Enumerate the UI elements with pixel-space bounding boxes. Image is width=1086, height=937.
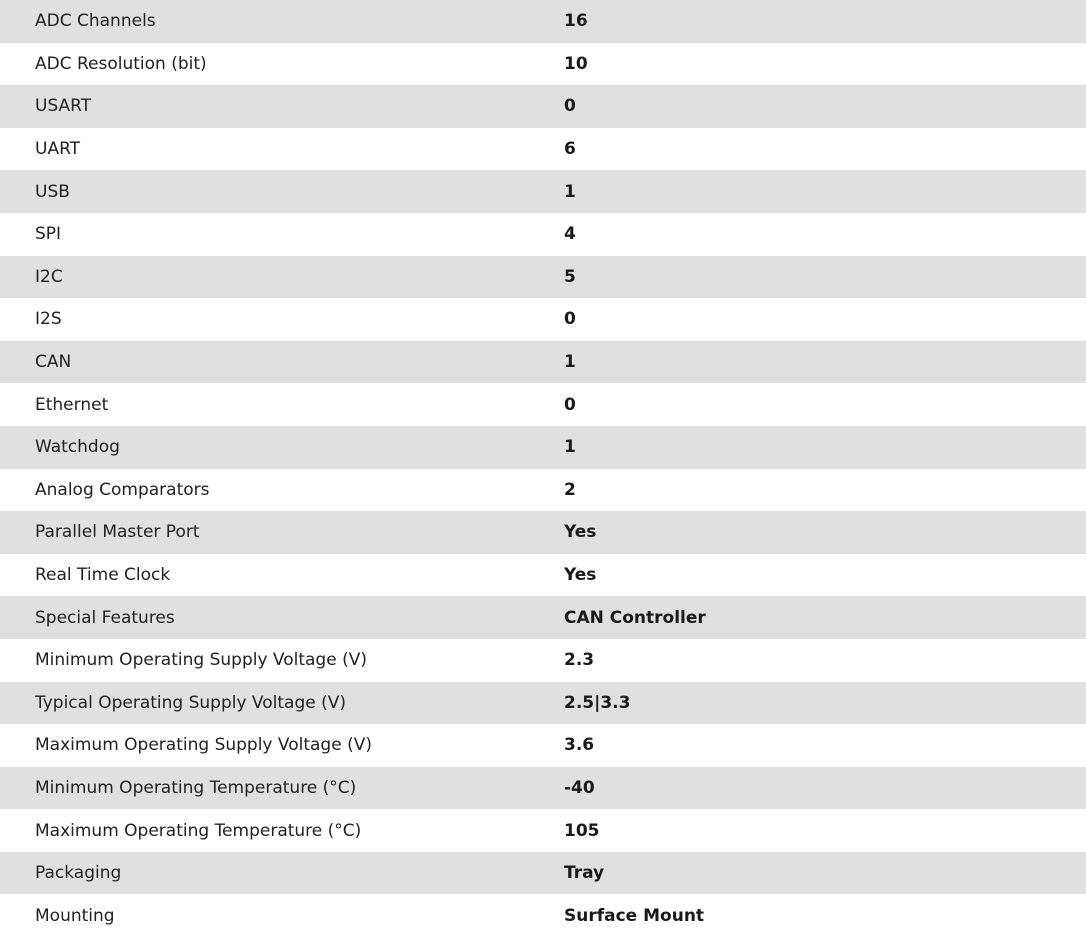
spec-row-watchdog	[0, 426, 1086, 469]
spec-label: USART	[35, 96, 92, 117]
spec-value: 5	[564, 266, 576, 287]
spec-value: 0	[564, 96, 576, 117]
spec-value: 0	[564, 309, 576, 330]
spec-label: Special Features	[35, 607, 175, 628]
spec-row-can	[0, 341, 1086, 384]
spec-value: 2.3	[564, 650, 595, 671]
spec-row-usb	[0, 170, 1086, 213]
spec-value: -40	[564, 777, 595, 798]
spec-row-max-temperature	[0, 809, 1086, 852]
spec-label: UART	[35, 139, 81, 160]
spec-value: Yes	[564, 565, 597, 586]
spec-label: Minimum Operating Supply Voltage (V)	[35, 650, 367, 671]
spec-label: Maximum Operating Temperature (°C)	[35, 820, 362, 841]
spec-row-min-supply-voltage	[0, 639, 1086, 682]
spec-value: Tray	[564, 863, 605, 884]
spec-row-real-time-clock	[0, 554, 1086, 597]
spec-value: 2.5|3.3	[564, 692, 631, 713]
spec-value: Surface Mount	[564, 905, 705, 926]
spec-value: 16	[564, 11, 588, 32]
spec-label: I2S	[35, 309, 62, 330]
spec-row-analog-comparators	[0, 469, 1086, 512]
spec-label: Mounting	[35, 905, 115, 926]
spec-value: 0	[564, 394, 576, 415]
spec-row-min-temperature	[0, 767, 1086, 810]
spec-row-ethernet	[0, 383, 1086, 426]
spec-label: CAN	[35, 352, 72, 373]
spec-label: Parallel Master Port	[35, 522, 200, 543]
spec-row-parallel-master-port	[0, 511, 1086, 554]
spec-value: 2	[564, 479, 576, 500]
spec-value: Yes	[564, 522, 597, 543]
spec-value: 105	[564, 820, 600, 841]
spec-label: Typical Operating Supply Voltage (V)	[35, 692, 346, 713]
spec-label: I2C	[35, 266, 63, 287]
spec-label: Ethernet	[35, 394, 109, 415]
spec-row-spi	[0, 213, 1086, 256]
spec-value: CAN Controller	[564, 607, 706, 628]
spec-label: Watchdog	[35, 437, 120, 458]
spec-row-typical-supply-voltage	[0, 682, 1086, 725]
spec-label: Analog Comparators	[35, 479, 210, 500]
spec-row-adc-channels	[0, 0, 1086, 43]
spec-row-uart	[0, 128, 1086, 171]
spec-label: ADC Resolution (bit)	[35, 53, 207, 74]
spec-value: 1	[564, 352, 576, 373]
spec-value: 1	[564, 181, 576, 202]
spec-label: Minimum Operating Temperature (°C)	[35, 777, 357, 798]
spec-value: 3.6	[564, 735, 595, 756]
spec-label: ADC Channels	[35, 11, 156, 32]
spec-row-packaging	[0, 852, 1086, 895]
spec-label: Maximum Operating Supply Voltage (V)	[35, 735, 372, 756]
spec-row-max-supply-voltage	[0, 724, 1086, 767]
spec-value: 6	[564, 139, 576, 160]
spec-row-special-features	[0, 596, 1086, 639]
spec-row-usart	[0, 85, 1086, 128]
spec-row-mounting	[0, 894, 1086, 937]
spec-label: USB	[35, 181, 70, 202]
spec-row-i2s	[0, 298, 1086, 341]
spec-value: 1	[564, 437, 576, 458]
spec-row-adc-resolution	[0, 43, 1086, 86]
spec-row-i2c	[0, 256, 1086, 299]
spec-value: 10	[564, 53, 588, 74]
spec-label: SPI	[35, 224, 62, 245]
spec-value: 4	[564, 224, 576, 245]
spec-label: Packaging	[35, 863, 122, 884]
spec-label: Real Time Clock	[35, 565, 171, 586]
